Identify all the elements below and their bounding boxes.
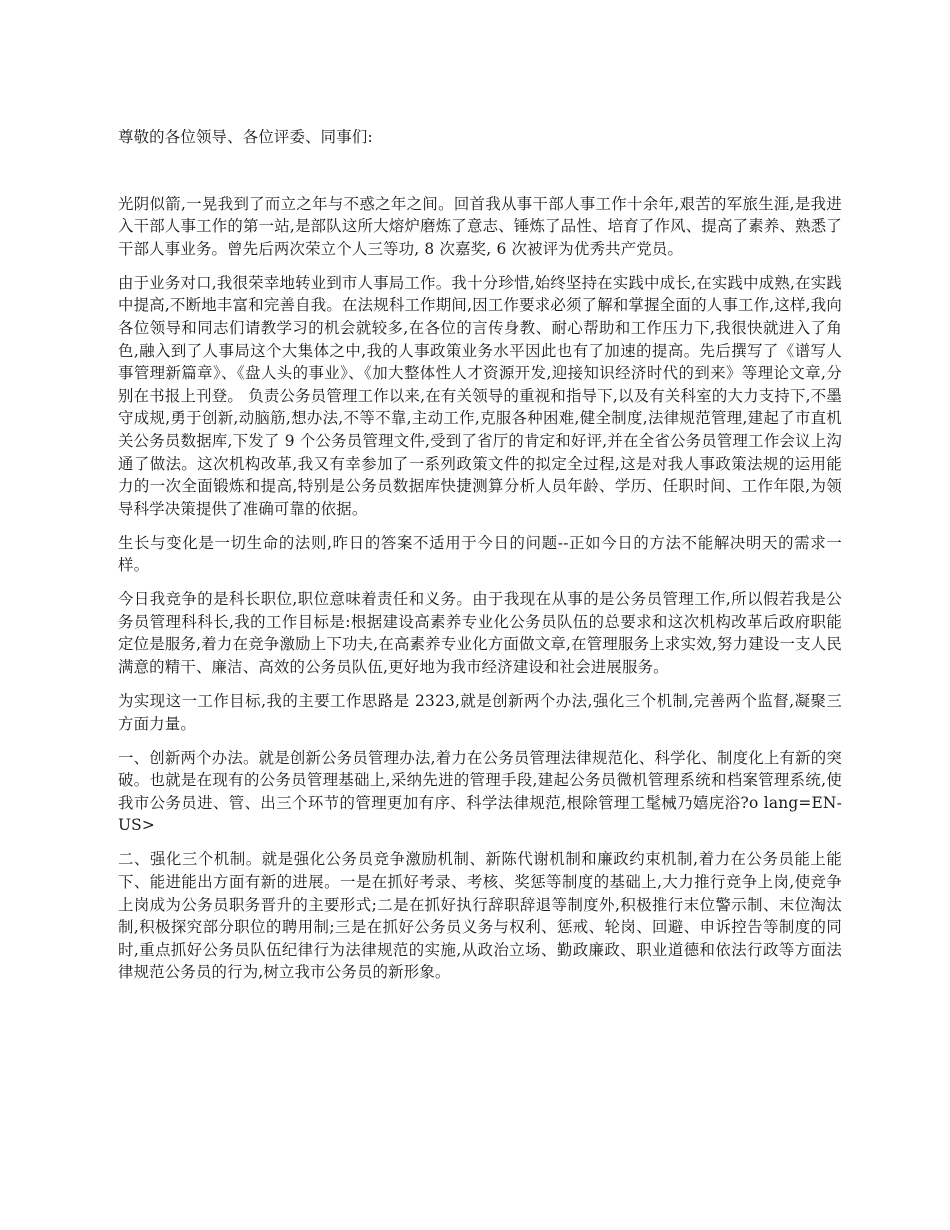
paragraph-career-history: 光阴似箭,一晃我到了而立之年与不惑之年之间。回首我从事干部人事工作十余年,艰苦的军旅生涯,是我进入干部人事工作的第一站,是部队这所大熔炉磨炼了意志、锤炼了品性、培育了作风、提高了素养、熟悉了干部人事业务。曾先后两次荣立个人三等功, 8 次嘉奖, 6 次被评为优秀共产党员。 xyxy=(118,194,842,258)
paragraph-growth-change: 生长与变化是一切生命的法则,昨日的答案不适用于今日的问题--正如今日的方法不能解决明天的需求一样。 xyxy=(118,533,842,575)
paragraph-bureau-work: 由于业务对口,我很荣幸地转业到市人事局工作。我十分珍惜,始终坚持在实践中成长,在实践中成熟,在实践中提高,不断地丰富和完善自我。在法规科工作期间,因工作要求必须了解和掌握全面的人事工作,这样,我向各位领导和同志们请教学习的机会就较多,在各位的言传身教、耐心帮助和工作压力下,我很快就进入了角色,融入到了人事局这个大集体之中,我的人事政策业务水平因此也有了加速的提高。先后撰写了《谱写人事管理新篇章》、《盘人头的事业》、《加大整体性人才资源开发,迎接知识经济时代的到来》等理论文章,分别在书报上刊登。 负责公务员管理工作以来,在有关领导的重视和指导下,以及有关科室的大力支持下,不墨守成规,勇于创新,动脑筋,想办法,不等不靠,主动工作,克服各种困难,健全制度,法律规范管理,建起了市直机关公务员数据库,下发了 9 个公务员管理文件,受到了省厅的肯定和好评,并在全省公务员管理工作会议上沟通了做法。这次机构改革,我又有幸参加了一系列政策文件的拟定全过程,这是对我人事政策法规的运用能力的一次全面锻炼和提高,特别是公务员数据库快捷测算分析人员年龄、学历、任职时间、工作年限,为领导科学决策提供了准确可靠的依据。 xyxy=(118,273,842,518)
paragraph-work-goal: 今日我竞争的是科长职位,职位意味着责任和义务。由于我现在从事的是公务员管理工作,所以假若我是公务员管理科科长,我的工作目标是:根据建设高素养专业化公务员队伍的总要求和这次机构改革后政府职能定位是服务,着力在竞争激励上下功夫,在高素养专业化方面做文章,在管理服务上求实效,努力建设一支人民满意的精干、廉洁、高效的公务员队伍,更好地为我市经济建设和社会进展服务。 xyxy=(118,590,842,677)
salutation: 尊敬的各位领导、各位评委、同事们: xyxy=(118,128,373,146)
paragraph-strengthen-mechanisms: 二、强化三个机制。就是强化公务员竞争激励机制、新陈代谢机制和廉政约束机制,着力在公务员能上能下、能进能出方面有新的进展。一是在抓好考录、考核、奖惩等制度的基础上,大力推行竞争上岗,使竞争上岗成为公务员职务晋升的主要形式;二是在抓好执行辞职辞退等制度外,积极推行末位警示制、末位淘汰制,积极探究部分职位的聘用制;三是在抓好公务员义务与权利、惩戒、轮岗、回避、申诉控告等制度的同时,重点抓好公务员队伍纪律行为法律规范的实施,从政治立场、勤政廉政、职业道德和依法行政等方面法律规范公务员的行为,树立我市公务员的新形象。 xyxy=(118,850,842,982)
paragraph-innovate-methods: 一、创新两个办法。就是创新公务员管理办法,着力在公务员管理法律规范化、科学化、制度化上有新的突破。也就是在现有的公务员管理基础上,采纳先进的管理手段,建起公务员微机管理系统和档案管理系统,使我市公务员进、管、出三个环节的管理更加有序、科学法律规范,根除管理工髦械乃嬉庑浴?o lang=EN-US> xyxy=(118,748,842,835)
paragraph-work-plan: 为实现这一工作目标,我的主要工作思路是 2323,就是创新两个办法,强化三个机制,完善两个监督,凝聚三方面力量。 xyxy=(118,692,842,733)
document-page xyxy=(118,126,842,995)
